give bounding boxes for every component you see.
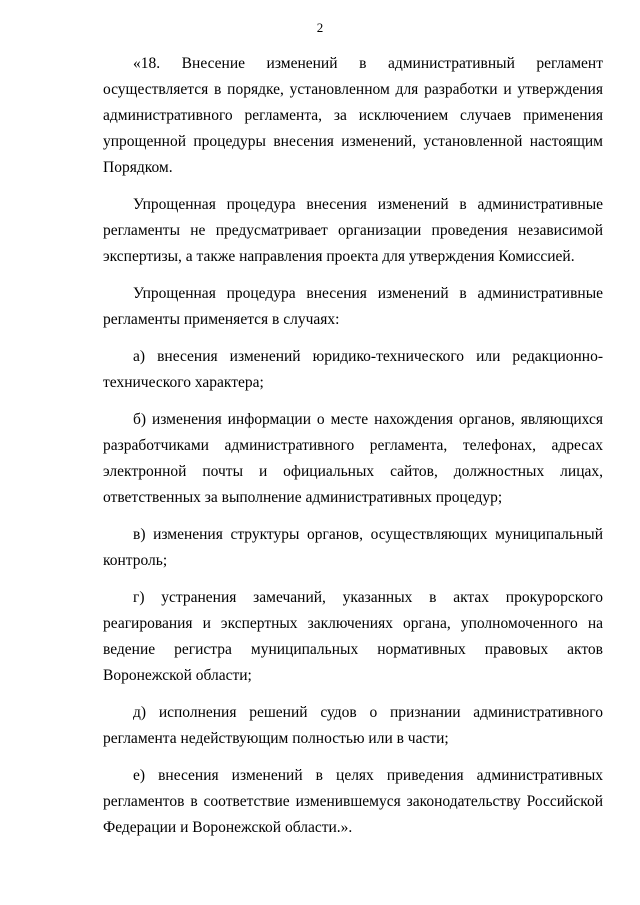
- list-item-d: д) исполнения решений судов о признании административного регламента недействующим полностью или в части;: [103, 704, 603, 747]
- document-body: [103, 51, 603, 841]
- list-item-v: в) изменения структуры органов, осуществляющих муниципальный контроль;: [103, 526, 603, 569]
- page-number: 2: [316, 20, 324, 35]
- paragraph-cases-intro: Упрощенная процедура внесения изменений в административные регламенты применяется в случаях:: [103, 285, 603, 328]
- list-item-g: г) устранения замечаний, указанных в актах прокурорского реагирования и экспертных заключениях органа, уполномоченного на ведение регистра муниципальных нормативных правовых актов Воронежской области;: [103, 589, 603, 684]
- list-item-e: е) внесения изменений в целях приведения административных регламентов в соответствие изменившемуся законодательству Российской Федерации и Воронежской области.».: [103, 767, 603, 836]
- paragraph-simplified-procedure: Упрощенная процедура внесения изменений в административные регламенты не предусматривает организации проведения независимой экспертизы, а также направления проекта для утверждения Комиссией.: [103, 196, 603, 265]
- list-item-b: б) изменения информации о месте нахождения органов, являющихся разработчиками административного регламента, телефонах, адресах электронной почты и официальных сайтов, должностных лицах, ответственных за выполнение административных процедур;: [103, 411, 603, 506]
- paragraph-18: «18. Внесение изменений в административный регламент осуществляется в порядке, установленном для разработки и утверждения административного регламента, за исключением случаев применения упрощенной процедуры внесения изменений, установленной настоящим Порядком.: [103, 55, 603, 176]
- list-item-a: а) внесения изменений юридико-технического или редакционно-технического характера;: [103, 348, 603, 391]
